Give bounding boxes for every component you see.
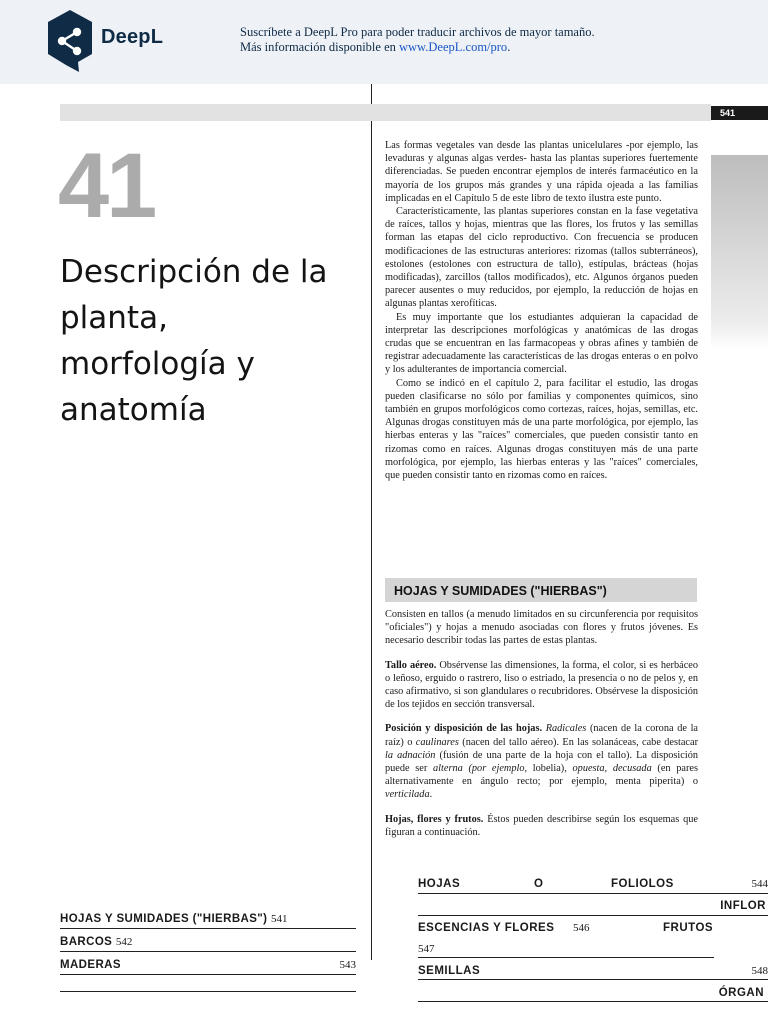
toc-label: HOJAS	[418, 878, 461, 890]
toc-right-row[interactable]	[418, 919, 768, 937]
column-divider	[371, 84, 372, 960]
italic-term: opuesta, decusada	[572, 763, 652, 775]
term-label: Tallo aéreo.	[385, 659, 437, 671]
chapter-title	[60, 249, 360, 433]
toc-right-row[interactable]	[418, 897, 768, 915]
term-text: Obsérvense las dimensiones, la forma, el color, si es herbáceo o leñoso, erguido o rastrero, liso o estriado, la presencia o no de pelos y, en caso afirmativo, si son glandulares o recubridores. Obsérvese la disposición de los tejidos en sección transversal.	[385, 659, 698, 711]
toc-label: O	[534, 878, 544, 890]
toc-label: BARCOS	[60, 936, 113, 948]
toc-right-row[interactable]	[418, 962, 768, 980]
promo-line-2	[240, 40, 595, 55]
text-run: (en pares alternativamente en ángulo recto; por ejemplo, menta piperita) o	[385, 763, 699, 788]
page-number: 541	[711, 106, 768, 120]
promo-suffix: .	[507, 40, 511, 54]
toc-page: 546	[573, 922, 590, 934]
section-heading: HOJAS Y SUMIDADES ("HIERBAS")	[385, 578, 697, 602]
toc-label: INFLOR	[720, 900, 766, 912]
paragraph: Característicamente, las plantas superiores constan en la fase vegetativa de raíces, tallos y hojas, mientras que las flores, los frutos y las semillas forman las etapas del ciclo reproductivo. Con frecuencia se producen modificaciones de las estructuras anteriores: rizomas (tallos subterráneos), estolones (estolones con estructura de tallo), estípulas, brácteas (hojas modificadas), zarcillos (tallos modificados), etc. Algunos órganos pueden parecer ausentes o muy reducidos, por ejemplo, la reducción de hojas en algunas plantas xerofíticas.	[385, 206, 698, 310]
paragraph-posicion	[385, 722, 698, 801]
brand-name: DeepL	[101, 26, 164, 48]
paragraph-tallo	[385, 659, 698, 712]
italic-term: alterna (por ejemplo,	[433, 763, 528, 775]
toc-page: 541	[271, 913, 288, 925]
side-gradient-tab	[711, 155, 768, 350]
italic-term: la adnación	[385, 749, 436, 761]
section-text	[385, 608, 698, 839]
toc-item[interactable]	[60, 956, 356, 975]
term-label: Posición y disposición de las hojas.	[385, 723, 543, 735]
promo-link[interactable]: www.DeepL.com/pro	[399, 40, 508, 54]
paragraph: Es muy importante que los estudiantes adquieran la capacidad de interpretar las descripciones morfológicas y anatómicas de las drogas crudas que se encuentran en las farmacopeas y obras afines y también de registrar adecuadamente las características de las drogas enteras o en polvo y los adulterantes de importancia comercial.	[385, 311, 698, 376]
chapter-number: 41	[58, 135, 155, 237]
toc-label: ESCENCIAS Y FLORES	[418, 922, 555, 934]
chapter-title-line: planta,	[60, 300, 168, 336]
term-label: Hojas, flores y frutos.	[385, 813, 484, 825]
toc-item[interactable]	[60, 910, 356, 929]
promo-prefix: Más información disponible en	[240, 40, 399, 54]
deepl-banner	[0, 0, 768, 84]
toc-label: SEMILLAS	[418, 965, 481, 977]
italic-term: Radicales	[545, 723, 587, 735]
italic-term: caulinares	[415, 736, 459, 748]
toc-rule	[418, 893, 768, 894]
toc-rule	[418, 1001, 768, 1002]
toc-rule	[418, 915, 768, 916]
toc-label: HOJAS Y SUMIDADES ("HIERBAS")	[60, 913, 268, 925]
toc-page: 548	[751, 965, 768, 977]
text-run: (fusión de una parte de la hoja con el tallo). La disposición puede ser	[385, 749, 698, 775]
chapter-title-line: morfología y	[60, 346, 255, 382]
toc-label: MADERAS	[60, 959, 121, 971]
toc-right-row[interactable]	[418, 940, 768, 958]
toc-label: ÓRGAN	[718, 987, 764, 999]
toc-item[interactable]	[60, 933, 356, 952]
text-run: .	[429, 789, 433, 801]
toc-right-row[interactable]	[418, 875, 768, 893]
italic-term: verticilada	[385, 789, 430, 801]
deepl-logo-icon	[46, 10, 94, 72]
toc-page: 544	[751, 878, 768, 890]
paragraph: Como se indicó en el capítulo 2, para facilitar el estudio, las drogas pueden clasificarse no sólo por familias y componentes químicos, sino también en grupos morfológicos como cortezas, raíces, hojas, semillas, etc. Algunas drogas constituyen más de una parte morfológica, por ejemplo, las hierbas enteras y las "raíces" comerciales, que pueden consistir tanto en rizomas como en raíces. Algunas drogas constituyen más de una parte morfológica, por ejemplo, las hierbas enteras y las "raíces" comerciales, que pueden consistir tanto en rizomas como en raíces.	[385, 377, 698, 482]
toc-label: FRUTOS	[663, 922, 714, 934]
section-intro: Consisten en tallos (a menudo limitados en su circunferencia por requisitos "oficiales") y hojas a menudo asociadas con flores y frutos jóvenes. Es necesario describir todas las partes de estas plantas.	[385, 609, 698, 647]
paragraph: Las formas vegetales van desde las plantas unicelulares -por ejemplo, las levaduras y algunas algas verdes- hasta las plantas superiores fuertemente diferenciadas. Se pueden encontrar ejemplos de interés farmacéutico en la mayoría de los grupos más grandes y una rápida ojeada a las familias implicadas en el Capítulo 5 de este libro de texto ilustra este punto.	[385, 140, 698, 204]
toc-rule	[60, 991, 356, 992]
chapter-title-line: Descripción de la	[60, 254, 328, 290]
toc-page: 542	[115, 936, 133, 948]
toc-rule	[418, 957, 714, 958]
text-run: lobelia),	[527, 763, 573, 775]
body-text	[385, 139, 698, 482]
text-run: (nacen del tallo aéreo). En las solanáceas, cabe destacar	[458, 736, 698, 748]
toc-page: 547	[418, 943, 435, 955]
paragraph-hojas	[385, 813, 698, 839]
promo-line-1: Suscríbete a DeepL Pro para poder traducir archivos de mayor tamaño.	[240, 25, 595, 39]
toc-right-row[interactable]	[418, 984, 768, 1002]
chapter-title-line: anatomía	[60, 392, 207, 428]
toc-page: 543	[339, 959, 356, 971]
term-text: Éstos pueden describirse según los esquemas que figuran a continuación.	[385, 813, 698, 838]
text-run: (nacen de la corona de la raíz) o	[385, 723, 699, 748]
promo-text	[240, 25, 595, 55]
toc-label: FOLIOLOS	[611, 878, 674, 890]
toc-rule	[418, 979, 768, 980]
header-bar	[60, 104, 711, 121]
